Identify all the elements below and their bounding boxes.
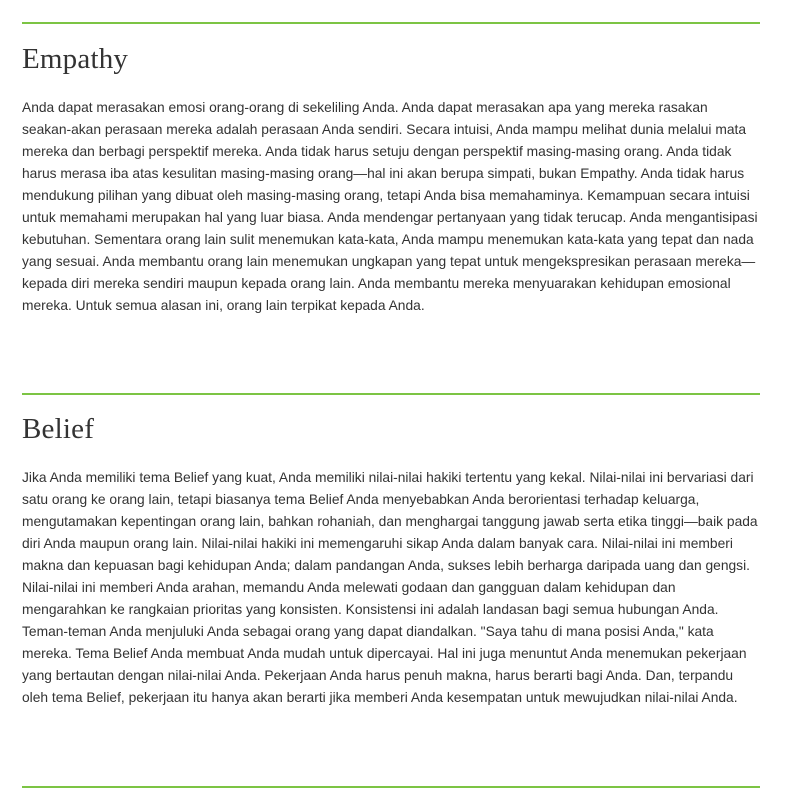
section-divider	[22, 393, 760, 395]
section-divider	[22, 22, 760, 24]
section-title-belief: Belief	[22, 413, 95, 445]
section-title-empathy: Empathy	[22, 43, 129, 75]
section-body-empathy: Anda dapat merasakan emosi orang-orang di sekeliling Anda. Anda dapat merasakan apa yang mereka rasakan seakan-akan perasaan mereka adalah perasaan Anda sendiri. Secara intuisi, Anda mampu melihat dunia melalui mata mereka dan berbagi perspektif mereka. Anda tidak harus setuju dengan perspektif masing-masing orang. Anda tidak harus merasa iba atas kesulitan masing-masing orang—hal ini akan berupa simpati, bukan Empathy. Anda tidak harus mendukung pilihan yang dibuat oleh masing-masing orang, tetapi Anda bisa memahaminya. Kemampuan secara intuisi untuk memahami merupakan hal yang luar biasa. Anda mendengar pertanyaan yang tidak terucap. Anda mengantisipasi kebutuhan. Sementara orang lain sulit menemukan kata-kata, Anda mampu menemukan kata-kata yang tepat dan nada yang sesuai. Anda membantu orang lain menemukan ungkapan yang tepat untuk mengekspresikan perasaan mereka—kepada diri mereka sendiri maupun kepada orang lain. Anda membantu mereka menyuarakan kehidupan emosional mereka. Untuk semua alasan ini, orang lain terpikat kepada Anda.	[22, 100, 758, 313]
section-divider	[22, 786, 760, 788]
section-body-belief: Jika Anda memiliki tema Belief yang kuat, Anda memiliki nilai-nilai hakiki tertentu yang kekal. Nilai-nilai ini bervariasi dari satu orang ke orang lain, tetapi biasanya tema Belief Anda menyebabkan Anda berorientasi terhadap keluarga, mengutamakan kepentingan orang lain, bahkan rohaniah, dan menghargai tanggung jawab serta etika tinggi—baik pada diri Anda maupun orang lain. Nilai-nilai hakiki ini memengaruhi sikap Anda dalam banyak cara. Nilai-nilai ini memberi makna dan kepuasan bagi kehidupan Anda; dalam pandangan Anda, sukses lebih berharga daripada uang dan gengsi. Nilai-nilai ini memberi Anda arahan, memandu Anda melewati godaan dan gangguan dalam kehidupan dan mengarahkan ke rangkaian prioritas yang konsisten. Konsistensi ini adalah landasan bagi semua hubungan Anda. Teman-teman Anda menjuluki Anda sebagai orang yang dapat diandalkan. "Saya tahu di mana posisi Anda," kata mereka. Tema Belief Anda membuat Anda mudah untuk dipercayai. Hal ini juga menuntut Anda menemukan pekerjaan yang bertautan dengan nilai-nilai Anda. Pekerjaan Anda harus penuh makna, harus berarti bagi Anda. Dan, terpandu oleh tema Belief, pekerjaan itu hanya akan berarti jika memberi Anda kesempatan untuk mewujudkan nilai-nilai Anda.	[22, 470, 758, 705]
